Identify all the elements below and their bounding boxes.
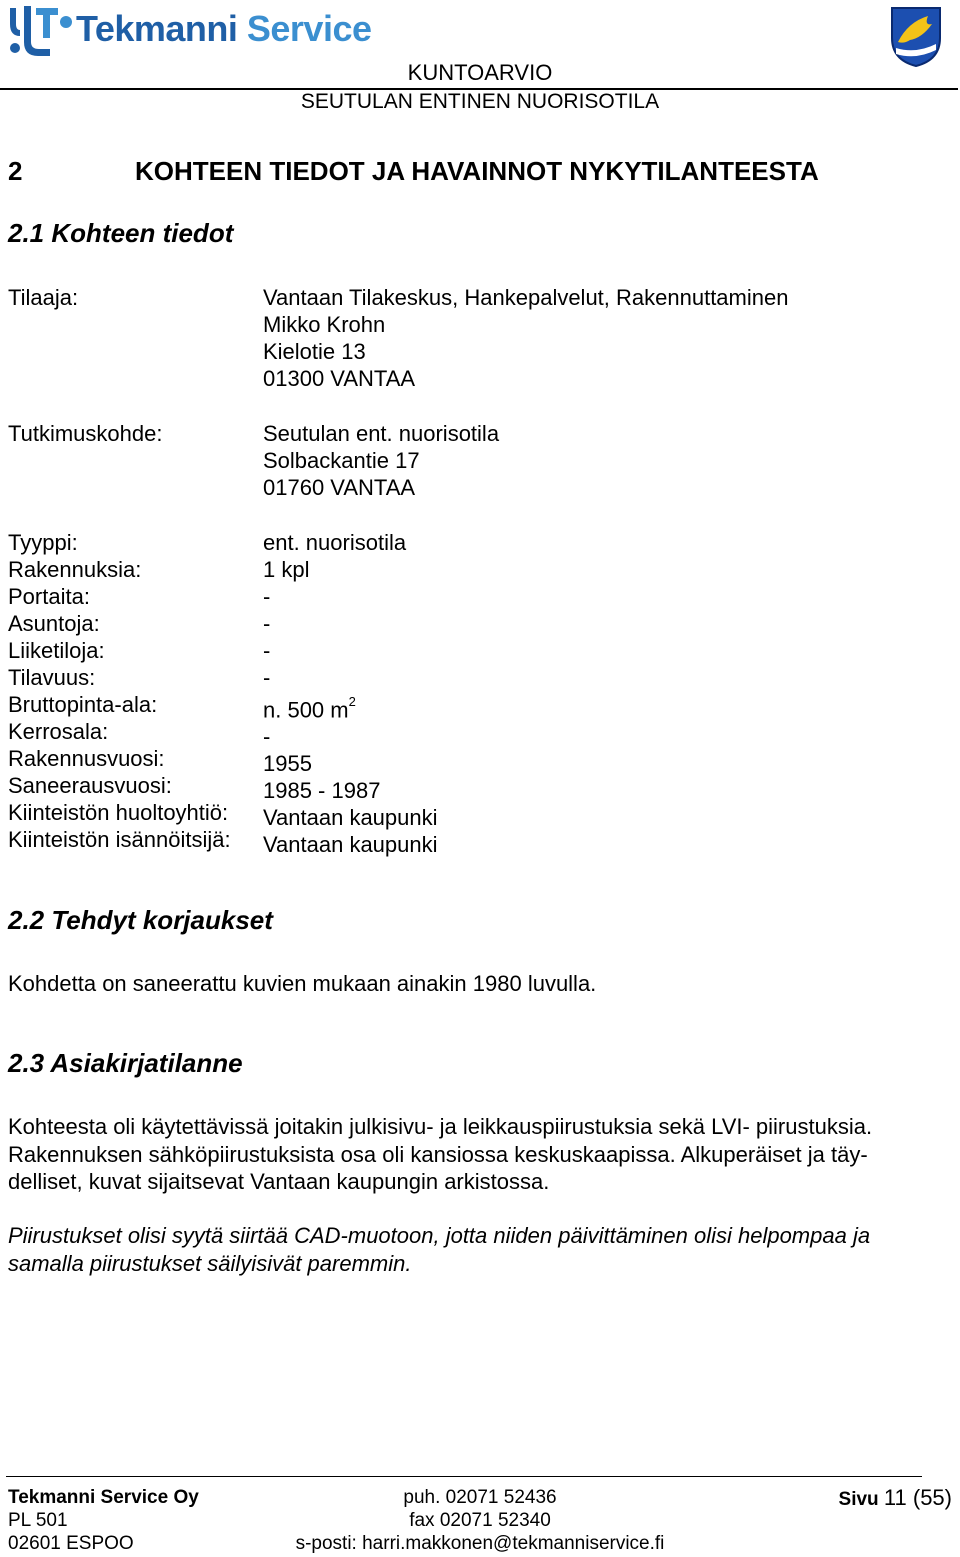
kohde-line: Solbackantie 17 [263, 448, 420, 473]
info-label: Tilavuus: [8, 665, 96, 690]
footer-address [8, 1486, 199, 1555]
tilaaja-value [263, 284, 788, 392]
kohde-line: Seutulan ent. nuorisotila [263, 421, 500, 446]
kohde-label: Tutkimuskohde: [8, 421, 163, 446]
document-title: KUNTOARVIO [407, 60, 553, 85]
info-label: Kiinteistön huoltoyhtiö: [8, 800, 229, 825]
footer-box: PL 501 [8, 1510, 68, 1531]
info-label: Asuntoja: [8, 611, 100, 636]
info-value: - [263, 584, 271, 609]
heading-2-3: 2.3 Asiakirjatilanne [8, 1048, 243, 1078]
info-value: Vantaan kaupunki [263, 805, 438, 831]
paragraph-line: Kohteesta oli käytettävissä joitakin julkisivu- ja leikkauspiirustuksia sekä LVI- piirustuksia. [8, 1114, 873, 1139]
tilaaja-line: Kielotie 13 [263, 339, 366, 364]
tekmanni-logo-icon [6, 2, 76, 62]
paragraph-line: Piirustukset olisi syytä siirtää CAD-muotoon, jotta niiden päivittäminen olisi helpompaa ja [8, 1223, 871, 1248]
footer-email: s-posti: harri.makkonen@tekmanniservice.fi [295, 1533, 665, 1554]
tilaaja-line: Vantaan Tilakeskus, Hankepalvelut, Rakennuttaminen [263, 285, 789, 310]
heading-2-2: 2.2 Tehdyt korjaukset [8, 905, 273, 935]
document-subtitle: SEUTULAN ENTINEN NUORISOTILA [300, 90, 660, 113]
info-value: - [263, 665, 271, 690]
recommendation-paragraph [8, 1222, 870, 1277]
info-value: Vantaan kaupunki [263, 832, 438, 858]
footer-company: Tekmanni Service Oy [8, 1487, 199, 1508]
info-value: 1985 - 1987 [263, 778, 381, 804]
info-labels [8, 529, 231, 853]
info-value: 1 kpl [263, 557, 310, 582]
page-value: 11 (55) [883, 1485, 952, 1510]
repairs-text: Kohdetta on saneerattu kuvien mukaan ainakin 1980 luvulla. [8, 971, 597, 996]
logo-word-2: Service [246, 8, 372, 49]
info-value: - [263, 638, 271, 663]
kohde-value [263, 420, 499, 501]
documents-paragraph [8, 1113, 872, 1196]
area-superscript: 2 [348, 694, 356, 709]
section-title: KOHTEEN TIEDOT JA HAVAINNOT NYKYTILANTEESTA [135, 156, 819, 186]
footer-postal: 02601 ESPOO [8, 1533, 134, 1554]
heading-2-1: 2.1 Kohteen tiedot [8, 218, 234, 248]
info-label: Kerrosala: [8, 719, 109, 744]
paragraph-line: Rakennuksen sähköpiirustuksista osa oli kansiossa keskuskaapissa. Alkuperäiset ja täy- [8, 1141, 868, 1167]
vantaa-crest-icon [888, 4, 944, 68]
footer-contact [290, 1486, 670, 1555]
paragraph-line: delliset, kuvat sijaitsevat Vantaan kaupungin arkistossa. [8, 1169, 550, 1194]
paragraph-line: samalla piirustukset säilyisivät paremmin. [8, 1250, 412, 1276]
info-label: Rakennusvuosi: [8, 746, 165, 771]
info-label: Kiinteistön isännöitsijä: [8, 827, 231, 852]
info-value: - [263, 724, 271, 750]
area-value: n. 500 m [263, 697, 349, 723]
header-divider [0, 88, 958, 90]
info-label: Portaita: [8, 584, 90, 609]
logo-word-1: Tekmanni [76, 8, 238, 49]
tilaaja-line: 01300 VANTAA [263, 366, 416, 391]
tilaaja-line: Mikko Krohn [263, 312, 386, 337]
page-number [839, 1486, 952, 1511]
info-value: - [263, 611, 271, 636]
kohde-line: 01760 VANTAA [263, 475, 416, 500]
logo-wordmark [76, 8, 372, 50]
info-label: Bruttopinta-ala: [8, 692, 158, 717]
info-value: ent. nuorisotila [263, 530, 407, 555]
info-value: 1955 [263, 751, 312, 777]
section-number: 2 [8, 156, 23, 186]
footer-divider [6, 1476, 922, 1477]
info-value [263, 691, 438, 723]
info-values [263, 529, 438, 858]
info-label: Saneerausvuosi: [8, 773, 172, 798]
info-label: Tyyppi: [8, 530, 78, 555]
info-label: Liiketiloja: [8, 638, 105, 663]
footer-fax: fax 02071 52340 [409, 1510, 551, 1531]
footer-phone: puh. 02071 52436 [403, 1487, 557, 1508]
page-label: Sivu [838, 1489, 879, 1510]
info-label: Rakennuksia: [8, 557, 142, 582]
tilaaja-label: Tilaaja: [8, 285, 79, 310]
